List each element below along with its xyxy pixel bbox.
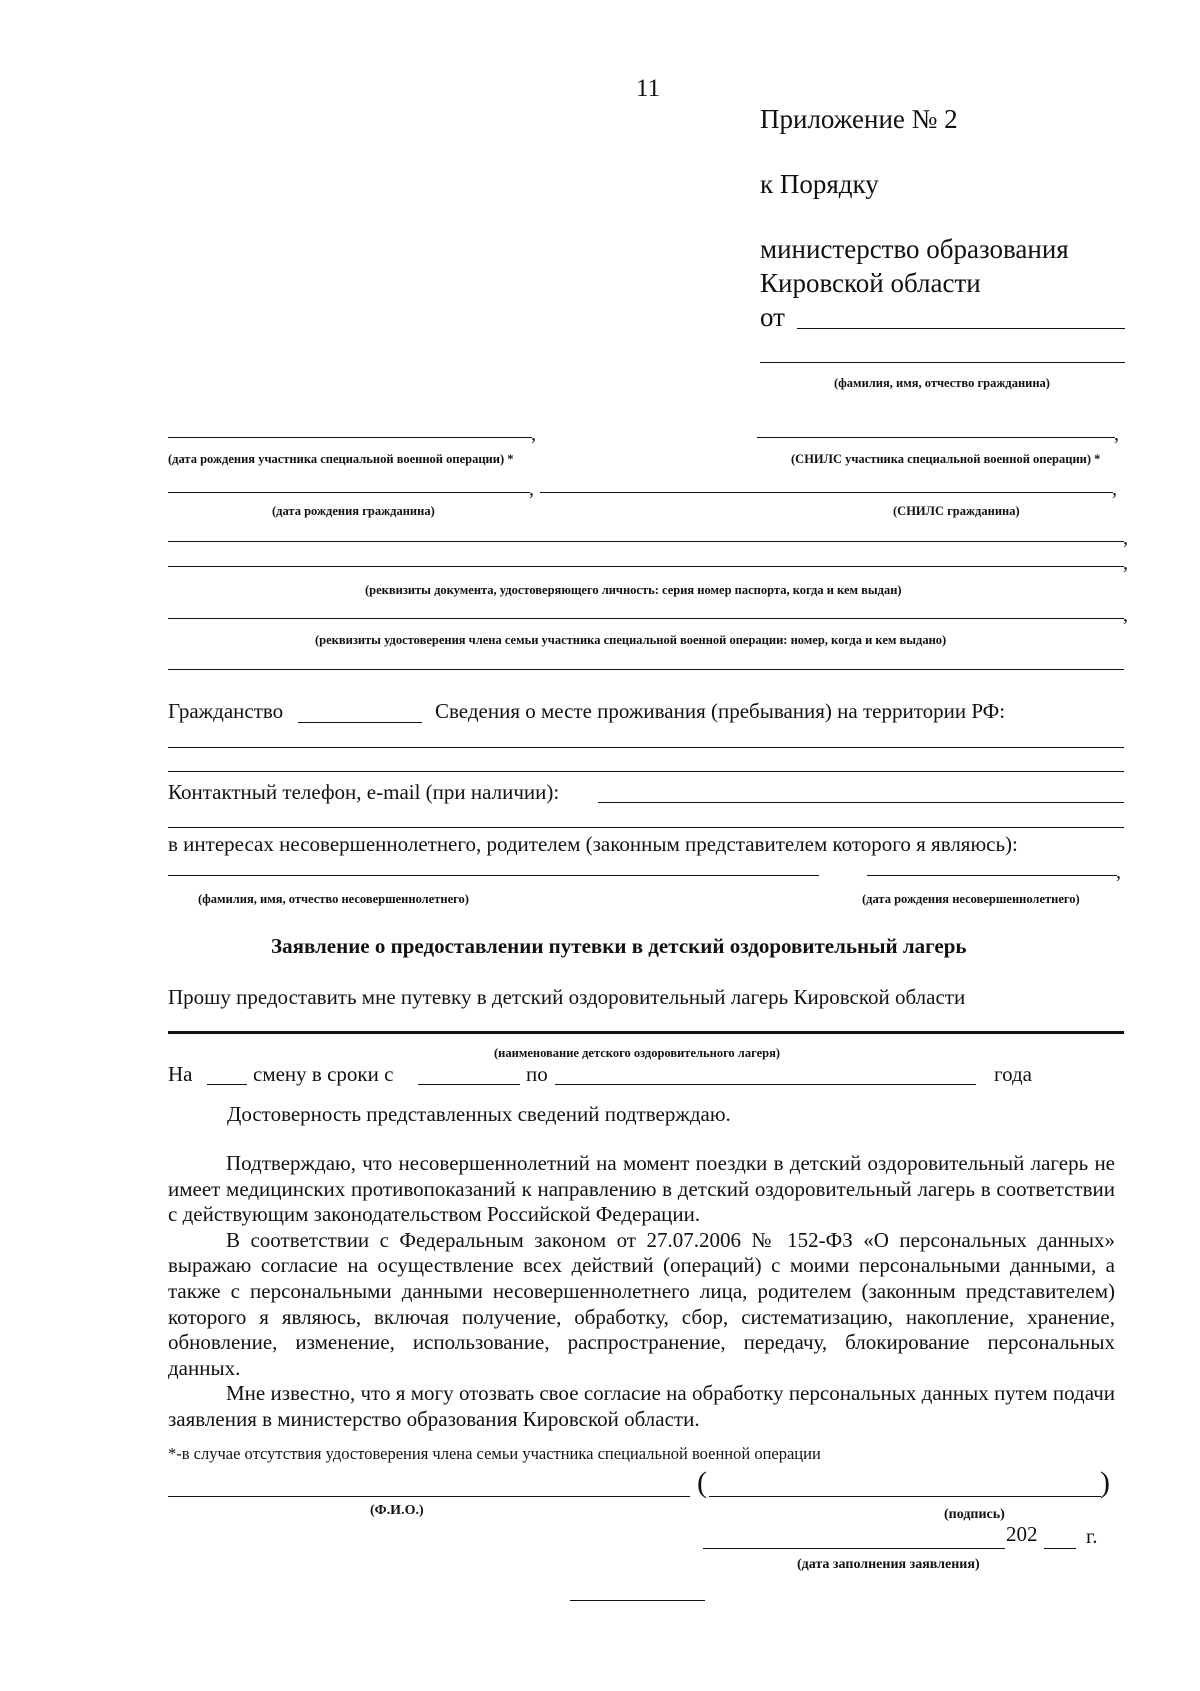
consent-paragraphs bbox=[168, 1151, 1115, 1433]
footnote: *-в случае отсутствия удостоверения члена семьи участника специальной военной операции bbox=[168, 1444, 821, 1463]
contact-field[interactable] bbox=[598, 802, 1124, 803]
applicant-fio-caption: (фамилия, имя, отчество гражданина) bbox=[834, 376, 1050, 390]
year-suffix: г. bbox=[1086, 1524, 1098, 1548]
fio-signature-line[interactable] bbox=[168, 1496, 690, 1497]
reliability-statement: Достоверность представленных сведений подтверждаю. bbox=[227, 1102, 731, 1126]
minor-birthdate-caption: (дата рождения несовершеннолетнего) bbox=[862, 892, 1080, 906]
camp-name-caption: (наименование детского оздоровительного лагеря) bbox=[494, 1046, 781, 1060]
residence-line-1[interactable] bbox=[168, 747, 1124, 748]
year-prefix: 202 bbox=[1006, 1522, 1038, 1546]
shift-number-field[interactable] bbox=[207, 1084, 247, 1085]
signature-line[interactable] bbox=[709, 1496, 1101, 1497]
interests-label: в интересах несовершеннолетнего, родителем (законным представителем которого я являюсь): bbox=[168, 832, 1018, 856]
id-document-line-2[interactable] bbox=[168, 566, 1124, 567]
family-certificate-caption: (реквизиты удостоверения члена семьи участника специальной военной операции: номер, когда и кем выдано) bbox=[315, 633, 947, 647]
medical-paragraph: Подтверждаю, что несовершеннолетний на момент поездки в детский оздоровительный лагерь не имеет медицинских противопоказаний к направлению в детский оздоровительный лагерь в соответствии с действующим законодательством Российской Федерации. bbox=[168, 1151, 1115, 1227]
id-document-caption: (реквизиты документа, удостоверяющего личность: серия номер паспорта, когда и кем выдан) bbox=[365, 583, 902, 597]
year-suffix-field[interactable] bbox=[1044, 1548, 1076, 1549]
page-number: 11 bbox=[636, 75, 661, 102]
comma-mark: , bbox=[531, 423, 536, 445]
signature-caption: (подпись) bbox=[944, 1507, 1005, 1522]
open-bracket: ( bbox=[697, 1466, 707, 1499]
ministry-line-2: Кировской области bbox=[760, 268, 981, 298]
contact-label: Контактный телефон, e-mail (при наличии): bbox=[168, 780, 560, 804]
shift-year-label: года bbox=[994, 1062, 1032, 1086]
bottom-separator bbox=[570, 1600, 705, 1601]
close-bracket: ) bbox=[1100, 1466, 1110, 1499]
minor-birthdate-line[interactable] bbox=[867, 875, 1117, 876]
personal-data-paragraph: В соответствии с Федеральным законом от 27.07.2006 № 152-ФЗ «О персональных данных» выражаю согласие на осуществление всех действий (операций) с моими персональными данными, а также с персональными данными несовершеннолетнего лица, родителем (законным представителем) которого я являюсь, включая получение, обработку, сбор, систематизацию, накопление, хранение, обновление, изменение, использование, распространение, передачу, блокирование персональных данных. bbox=[168, 1227, 1115, 1380]
ministry-line-1: министерство образования bbox=[760, 234, 1069, 264]
order-reference: к Порядку bbox=[760, 169, 879, 199]
id-document-line-1[interactable] bbox=[168, 541, 1124, 542]
minor-fio-line[interactable] bbox=[168, 875, 819, 876]
svo-birthdate-caption: (дата рождения участника специальной военной операции) * bbox=[168, 452, 514, 466]
comma-mark: , bbox=[1123, 604, 1128, 626]
fill-date-caption: (дата заполнения заявления) bbox=[797, 1557, 980, 1572]
shift-on-label: На bbox=[168, 1062, 193, 1086]
shift-end-date-field[interactable] bbox=[555, 1084, 976, 1085]
family-certificate-line[interactable] bbox=[168, 618, 1124, 619]
application-title: Заявление о предоставлении путевки в детский оздоровительный лагерь bbox=[271, 934, 967, 958]
comma-mark: , bbox=[1116, 861, 1121, 883]
residence-label: Сведения о месте проживания (пребывания) на территории РФ: bbox=[435, 699, 1006, 723]
shift-label: смену в сроки с bbox=[253, 1062, 394, 1086]
fio-caption: (Ф.И.О.) bbox=[370, 1503, 424, 1518]
request-text: Прошу предоставить мне путевку в детский оздоровительный лагерь Кировской области bbox=[168, 985, 966, 1009]
shift-start-date-field[interactable] bbox=[418, 1084, 520, 1085]
from-name-line-2[interactable] bbox=[760, 362, 1125, 363]
comma-mark: , bbox=[1112, 478, 1117, 500]
comma-mark: , bbox=[529, 478, 534, 500]
shift-to-label: по bbox=[526, 1062, 548, 1086]
comma-mark: , bbox=[1114, 423, 1119, 445]
minor-fio-caption: (фамилия, имя, отчество несовершеннолетнего) bbox=[198, 892, 469, 906]
citizen-birthdate-caption: (дата рождения гражданина) bbox=[272, 504, 435, 518]
comma-mark: , bbox=[1123, 527, 1128, 549]
citizen-birthdate-line[interactable] bbox=[168, 492, 530, 493]
citizenship-field[interactable] bbox=[298, 722, 422, 723]
fill-date-line[interactable] bbox=[703, 1548, 1005, 1549]
contact-line-2[interactable] bbox=[168, 827, 1124, 828]
comma-mark: , bbox=[1123, 552, 1128, 574]
citizenship-label: Гражданство bbox=[168, 699, 284, 723]
from-label: от bbox=[760, 302, 785, 332]
citizen-snils-caption: (СНИЛС гражданина) bbox=[893, 504, 1020, 518]
revocation-paragraph: Мне известно, что я могу отозвать свое согласие на обработку персональных данных путем подачи заявления в министерство образования Кировской области. bbox=[168, 1381, 1115, 1431]
appendix-title: Приложение № 2 bbox=[760, 104, 958, 134]
citizen-snils-line[interactable] bbox=[540, 492, 1113, 493]
svo-birthdate-line[interactable] bbox=[168, 437, 532, 438]
family-certificate-line-2[interactable] bbox=[168, 669, 1124, 670]
residence-line-2[interactable] bbox=[168, 771, 1124, 772]
from-name-line-1[interactable] bbox=[797, 328, 1125, 329]
camp-name-field[interactable] bbox=[168, 1031, 1124, 1034]
svo-snils-line[interactable] bbox=[757, 437, 1115, 438]
svo-snils-caption: (СНИЛС участника специальной военной операции) * bbox=[791, 452, 1101, 466]
